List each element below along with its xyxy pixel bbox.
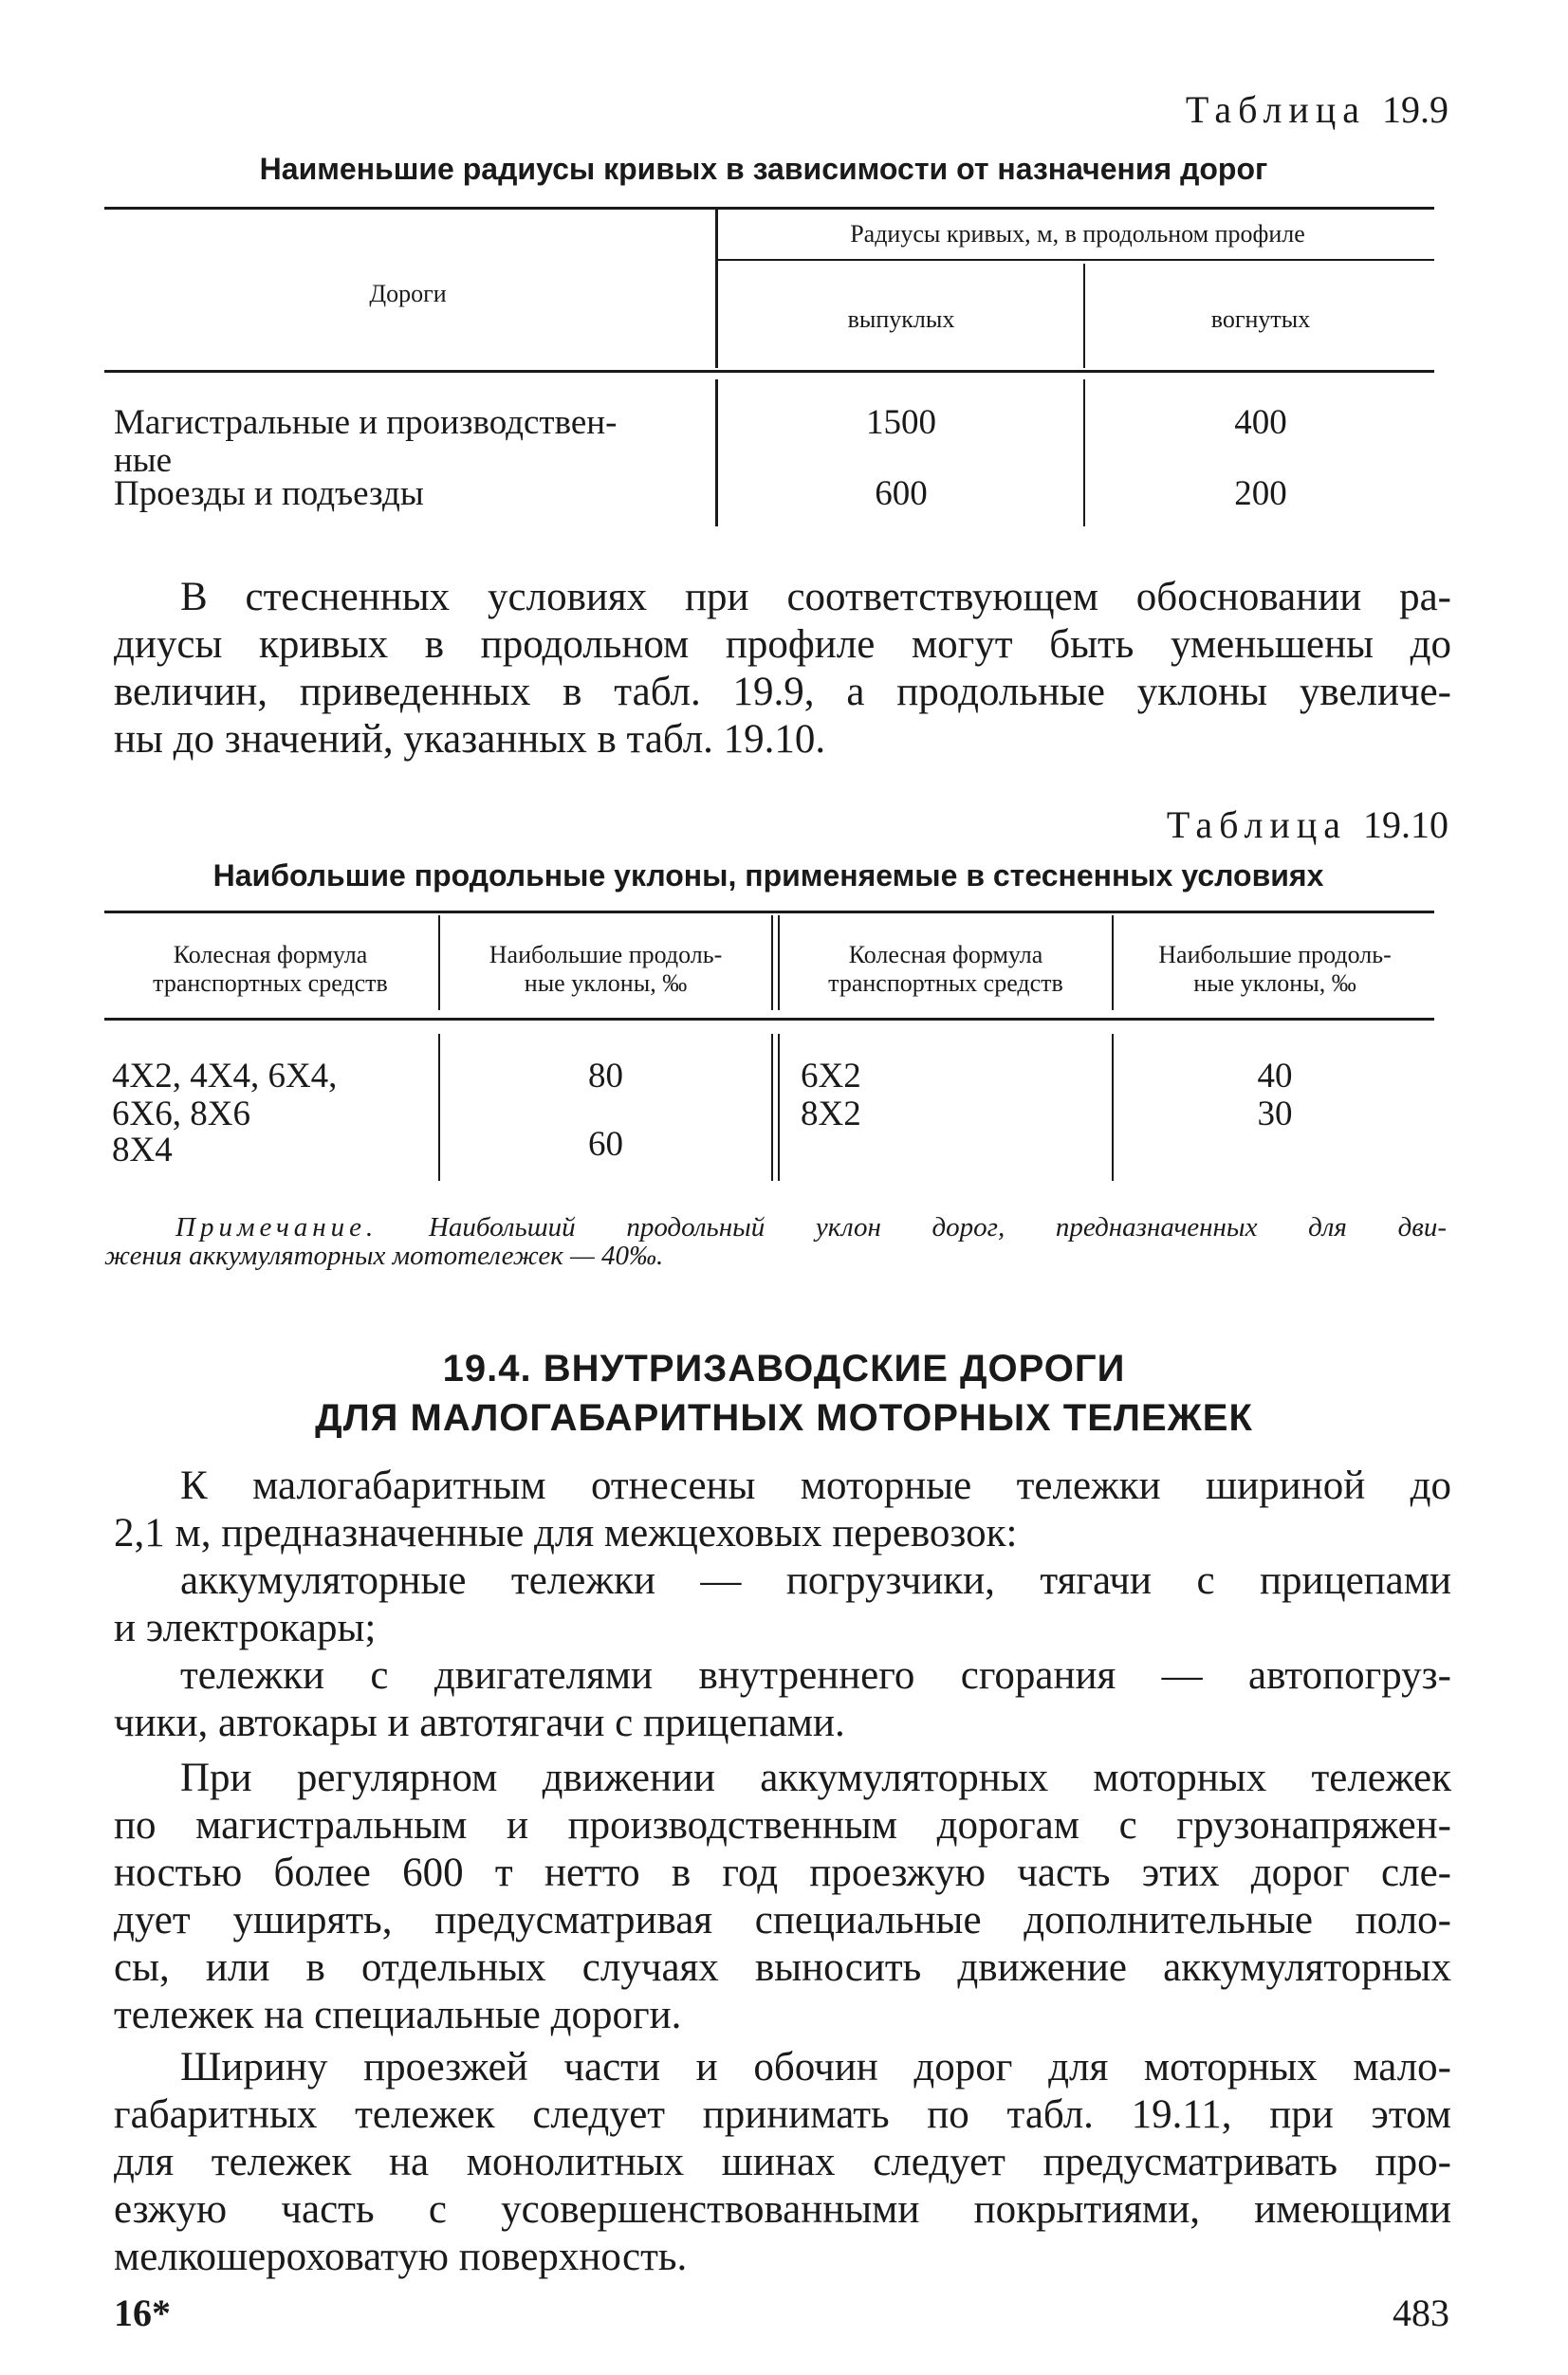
table1-body-subdivider — [1083, 379, 1085, 526]
table2-header-rule — [104, 1018, 1434, 1021]
table1-row1-road-line1: Магистральные и производствен- — [114, 403, 618, 442]
table1-group-rule — [717, 259, 1434, 261]
table2-divider — [1112, 915, 1114, 1010]
table1-number-value: 19.9 — [1382, 88, 1448, 131]
table2-note-line2: жения аккумуляторных мототележек — 40‰. — [104, 1241, 664, 1271]
table2-header-formula-l2: транспортных средств — [153, 969, 388, 997]
table1-title: Наименьшие радиусы кривых в зависимости от назначения дорог — [259, 152, 1268, 186]
table1-row1-concave: 400 — [1234, 403, 1287, 442]
paragraph-4-line: тележки с двигателями внутреннего сгорания — автопогруз- — [180, 1653, 1451, 1698]
table2-label: Таблица — [1166, 803, 1347, 846]
table2-divider — [771, 915, 773, 1010]
table2-header-slope-l1: Наибольшие продоль- — [489, 941, 723, 968]
table2-divider — [438, 1034, 440, 1181]
table1-row2-convex: 600 — [875, 474, 928, 513]
paragraph-3-line: и электрокары; — [114, 1606, 377, 1650]
table1-row1-convex: 1500 — [866, 403, 936, 442]
table1-header-convex: выпуклых — [847, 305, 955, 333]
table2-header-slope-l2: ные уклоны, ‰ — [1193, 969, 1356, 997]
paragraph-2-line: 2,1 м, предназначенные для межцеховых перевозок: — [114, 1511, 1018, 1556]
paragraph-6-line: габаритных тележек следует принимать по табл. 19.11, при этом — [114, 2092, 1451, 2137]
paragraph-6-line: для тележек на монолитных шинах следует предусматривать про- — [114, 2140, 1451, 2184]
table1-row1-road-line2: ные — [114, 441, 173, 480]
paragraph-5-line: ностью более 600 т нетто в год проезжую часть этих дорог сле- — [114, 1850, 1451, 1895]
table1-row2-road: Проезды и подъезды — [114, 474, 424, 513]
table2-divider — [778, 1034, 780, 1181]
paragraph-6-line: езжую часть с усовершенствованными покрытиями, имеющими — [114, 2187, 1451, 2232]
table2-header-slope-right — [1116, 941, 1434, 998]
paragraph-1-line: В стесненных условиях при соответствующем обосновании ра- — [180, 575, 1451, 619]
table2-right-formula: 8X2 — [801, 1095, 861, 1133]
table2-header-slope-l1: Наибольшие продоль- — [1158, 941, 1392, 968]
table2-divider — [1112, 1034, 1114, 1181]
signature-mark: 16* — [114, 2292, 171, 2334]
table1-label: Таблица — [1185, 88, 1366, 131]
paragraph-3-line: аккумуляторные тележки — погрузчики, тягачи с прицепами — [180, 1558, 1451, 1603]
table2-header-formula-right — [782, 941, 1110, 998]
table2-left-formula: 4X2, 4X4, 6X4, — [112, 1057, 338, 1095]
table2-header-formula-left — [104, 941, 436, 998]
table2-number — [1167, 802, 1448, 847]
table1-body-divider — [715, 379, 718, 526]
table2-header-slope-left — [442, 941, 769, 998]
table1-top-rule — [104, 207, 1434, 210]
table2-header-formula-l2: транспортных средств — [828, 969, 1063, 997]
paragraph-6-line: мелкошероховатую поверхность. — [114, 2235, 688, 2279]
page-number: 483 — [1393, 2292, 1449, 2334]
table2-right-slope: 30 — [1257, 1095, 1293, 1133]
section-title-line1: ВНУТРИЗАВОДСКИЕ ДОРОГИ — [543, 1348, 1126, 1390]
section-number: 19.4. — [442, 1348, 532, 1390]
table1-number — [1186, 87, 1448, 132]
table2-note-text-1: Наибольший продольный уклон дорог, предназначенных для дви- — [428, 1212, 1447, 1243]
paragraph-1-line: диусы кривых в продольном профиле могут быть уменьшены до — [114, 622, 1451, 667]
paragraph-1-line: величин, приведенных в табл. 19.9, а продольные уклоны увеличе- — [114, 670, 1451, 714]
table2-left-slope: 60 — [588, 1125, 623, 1164]
paragraph-5-line: При регулярном движении аккумуляторных моторных тележек — [180, 1756, 1451, 1800]
paragraph-1-line: ны до значений, указанных в табл. 19.10. — [114, 717, 826, 762]
table2-right-formula: 6X2 — [801, 1057, 861, 1095]
section-heading-line1 — [0, 1345, 1568, 1392]
table2-right-slope: 40 — [1257, 1057, 1293, 1095]
table2-title: Наибольшие продольные уклоны, применяемые в стесненных условиях — [212, 858, 1324, 893]
table2-divider — [778, 915, 780, 1010]
paragraph-5-line: сы, или в отдельных случаях выносить движение аккумуляторных — [114, 1945, 1451, 1990]
paragraph-5-line: тележек на специальные дороги. — [114, 1993, 682, 2037]
table2-note-line1 — [175, 1212, 1447, 1243]
table1-header-group: Радиусы кривых, м, в продольном профиле — [850, 220, 1305, 248]
table1-row2-concave: 200 — [1234, 474, 1287, 513]
paragraph-5-line: дует уширять, предусматривая специальные дополнительные поло- — [114, 1898, 1451, 1942]
paragraph-5-line: по магистральным и производственным дорогам с грузонапряжен- — [114, 1803, 1451, 1848]
table1-header-roads: Дороги — [369, 280, 447, 307]
table1-subcol-divider — [1083, 264, 1085, 368]
paragraph-2-line: К малогабаритным отнесены моторные тележки шириной до — [180, 1464, 1451, 1508]
table2-top-rule — [104, 911, 1434, 913]
table2-left-formula: 6X6, 8X6 — [112, 1095, 250, 1133]
table2-divider — [438, 915, 440, 1010]
paragraph-6-line: Ширину проезжей части и обочин дорог для моторных мало- — [180, 2045, 1451, 2090]
paragraph-4-line: чики, автокары и автотягачи с прицепами. — [114, 1701, 845, 1745]
table1-header-concave: вогнутых — [1210, 305, 1311, 333]
table2-header-slope-l2: ные уклоны, ‰ — [524, 969, 688, 997]
table1-col-divider — [715, 209, 718, 368]
table2-header-formula-l1: Колесная формула — [173, 941, 368, 968]
table2-number-value: 19.10 — [1363, 803, 1448, 846]
table2-header-formula-l1: Колесная формула — [848, 941, 1043, 968]
table2-note-title: Примечание. — [175, 1212, 378, 1243]
table1-header-rule — [104, 370, 1434, 373]
section-heading-line2: ДЛЯ МАЛОГАБАРИТНЫХ МОТОРНЫХ ТЕЛЕЖЕК — [315, 1397, 1253, 1439]
table2-divider — [771, 1034, 773, 1181]
table2-left-slope: 80 — [588, 1057, 623, 1095]
table2-left-formula: 8X4 — [112, 1131, 173, 1169]
